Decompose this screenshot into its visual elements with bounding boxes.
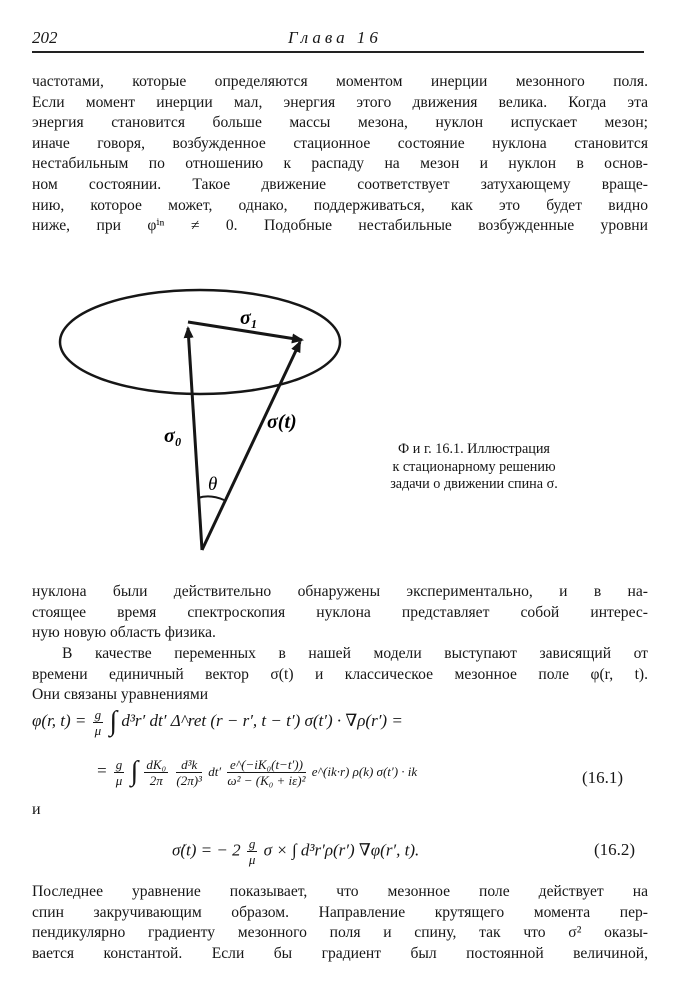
text-line: иначе говоря, возбужденное стационное состояние нуклона становится: [32, 134, 648, 152]
sigma1-label: σ₁: [240, 307, 258, 329]
g-over-mu: $\frac{g}{\mu}$: [115, 756, 123, 788]
text-line: частотами, которые определяются моментом инерции мезонного поля.: [32, 73, 648, 90]
g-over-mu: $\frac{g}{\mu}$: [94, 706, 102, 738]
equation-number-16-1: (16.1): [582, 768, 624, 787]
eq2-lhs: σ̇(t) = − 2: [172, 840, 241, 860]
page-header: [32, 24, 644, 50]
text-line: Они связаны уравнениями: [32, 686, 209, 704]
equation-16-1-line2: [96, 756, 417, 788]
middle-paragraph: [32, 582, 648, 644]
integral-sign: ∫: [130, 756, 139, 787]
text-line: вается константой. Если бы градиент был постоянной величиной,: [32, 944, 648, 962]
text-line: Если момент инерции мал, энергия этого движения велика. Когда эта: [32, 93, 648, 111]
caption-line: Ф и г. 16.1. Иллюстрация: [398, 441, 550, 457]
sigma-t-label: σ(t): [267, 411, 297, 433]
conjunction-and: и: [32, 801, 41, 818]
eq1-prefix: =: [96, 760, 108, 780]
propagator-fraction: $\frac{\text{e\textasciicircum{}(−iK₀(t−t′))}}{\text{ω² − (K₀ + iε)²}}$: [227, 756, 306, 788]
running-title: Глава 16: [288, 28, 382, 47]
eq2-rhs: σ × ∫ d³r′ρ(r′) ∇φ(r′, t).: [263, 840, 420, 860]
integral-sign: ∫: [109, 706, 118, 737]
page-number: 202: [32, 28, 58, 47]
dk0-fraction: $\frac{\text{dK₀}}{2\pi}$: [146, 756, 167, 788]
caption-line: к стационарному решению: [392, 458, 556, 475]
text-line: нестабильным по отношению к распаду на мезон и нуклон в основ-: [32, 155, 648, 173]
text-line: ном состоянии. Такое движение соответствует затухающему враще-: [32, 175, 648, 193]
theta-label: θ: [208, 474, 218, 495]
equation-16-2: [172, 836, 419, 867]
text-line: нию, которое может, однако, поддерживаться, как это будет видно: [32, 196, 648, 214]
sigma0-vector: [188, 328, 202, 550]
eq1-lhs: φ(r, t) =: [32, 710, 87, 730]
eq1-dt: dt′: [208, 763, 222, 779]
text-line: ную новую область физика.: [32, 624, 216, 642]
equation-16-1-line1: [32, 706, 403, 738]
text-line: Последнее уравнение показывает, что мезонное поле действует на: [32, 883, 648, 900]
top-paragraph: [32, 72, 648, 237]
sigma0-label: σ₀: [164, 425, 182, 447]
figure-caption: [354, 441, 594, 494]
text-line: В качестве переменных в нашей модели выступают зависящий от: [62, 645, 648, 662]
equation-number-16-2: (16.2): [594, 840, 636, 859]
eq1-tail: e^(ik·r) ρ(k) σ(t′) · ik: [311, 763, 418, 779]
text-line: времени единичный вектор σ(t) и классическое мезонное поле φ(r, t).: [32, 665, 648, 683]
theta-arc: [198, 496, 224, 500]
caption-line: задачи о движении спина σ.: [390, 476, 558, 492]
text-line: спин закручивающим образом. Направление крутящего момента пер-: [32, 903, 648, 921]
sigma-t-vector: [202, 342, 300, 550]
text-line: пендикулярно градиенту мезонного поля и спину, так что σ² оказы-: [32, 924, 648, 942]
header-rule: [32, 51, 644, 53]
variables-paragraph: [32, 644, 648, 706]
text-line: нуклона были действительно обнаружены экспериментально, и в на-: [32, 583, 648, 600]
eq1-rhs: d³r′ dt′ Δ^ret (r − r′, t − t′) σ(t′) · ∇ρ(r′) =: [121, 710, 403, 730]
spin-cone-figure: [40, 262, 360, 562]
text-line: энергия становится больше массы мезона, нуклон испускает мезон;: [32, 114, 648, 132]
bottom-paragraph: [32, 882, 648, 964]
precession-ellipse: [60, 290, 340, 394]
text-line: ниже, при φⁱⁿ ≠ 0. Подобные нестабильные возбужденные уровни: [32, 217, 648, 235]
d3k-fraction: $\frac{\text{d³k}}{\text{(2π)³}}$: [176, 756, 202, 788]
g-over-mu: $\frac{g}{\mu}$: [248, 836, 256, 867]
text-line: стоящее время спектроскопия нуклона представляет собой интерес-: [32, 603, 648, 621]
